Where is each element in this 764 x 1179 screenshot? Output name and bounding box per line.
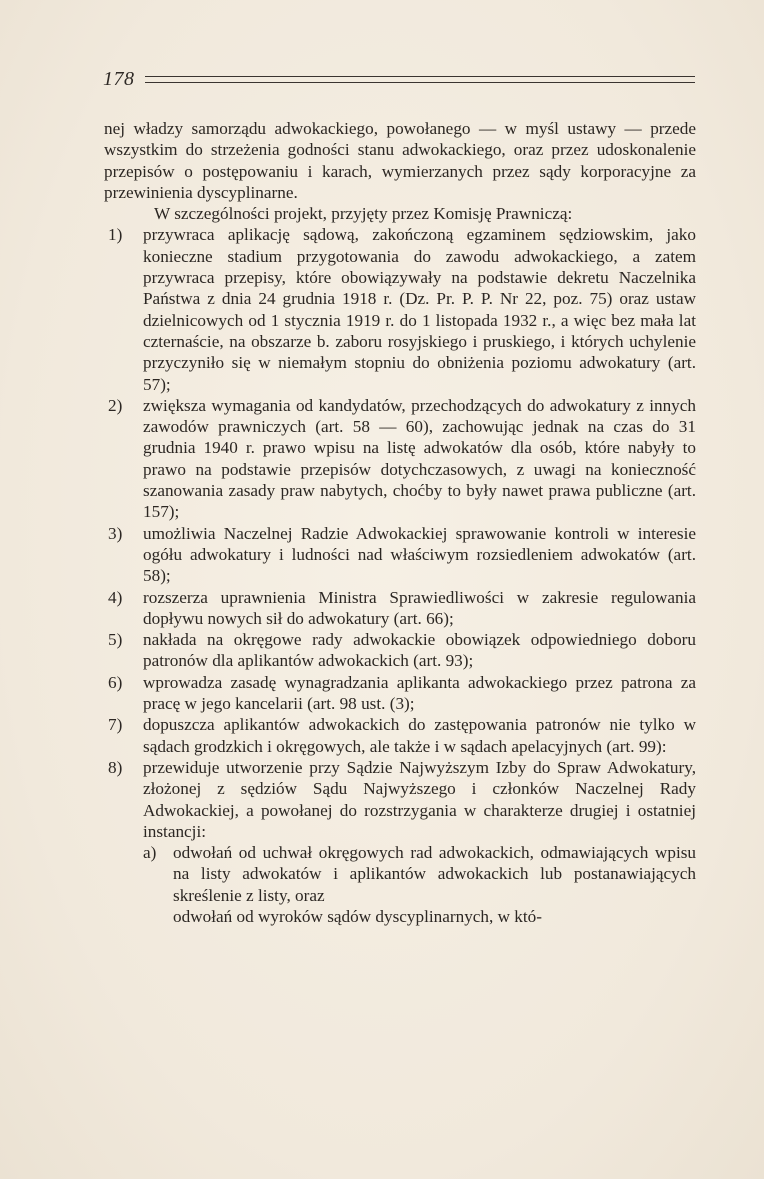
list-item <box>104 672 696 715</box>
sublist-continuation: odwołań od wyroków sądów dyscyplinarnych, w któ- <box>173 906 542 926</box>
lead-paragraph: W szczególności projekt, przyjęty przez Komisję Prawniczą: <box>154 204 573 224</box>
header-rule-top <box>145 76 695 77</box>
sublist-item-text: odwołań od uchwał okręgowych rad adwokackich, odmawiających wpisu na listy adwokatów i aplikantów adwokackich lub postanawiających skreślenie z listy, oraz <box>173 843 696 905</box>
list-item <box>104 629 696 672</box>
page-header <box>103 68 695 92</box>
list-item-number: 4) <box>108 587 123 607</box>
list-item-text: umożliwia Naczelnej Radzie Adwokackiej sprawowanie kontroli w interesie ogółu adwokatury i ludności nad właściwym rozsiedleniem adwokatów (art. 58); <box>143 523 696 586</box>
list-item-text: przewiduje utworzenie przy Sądzie Najwyższym Izby do Spraw Adwokatury, złożonej z sędziów Sądu Najwyższego i członków Naczelnej Rady Adwokackiej, a powołanej do rozstrzygania w charakterze drugiej i ostatniej instancji: <box>143 757 696 841</box>
list-item-text: nakłada na okręgowe rady adwokackie obowiązek odpowiedniego doboru patronów dla aplikantów adwokackich (art. 93); <box>143 630 696 671</box>
list-item <box>104 757 696 927</box>
list-item <box>104 523 696 587</box>
list-item-number: 6) <box>108 672 123 692</box>
list-item-text: zwiększa wymagania od kandydatów, przechodzących do adwokatury z innych zawodów prawniczych (art. 58 — 60), zachowując jednak na czas do 31 grudnia 1940 r. prawo wpisu na listę adwokatów dla osób, które nabyły to prawo na podstawie przepisów dotychczasowych, z uwagi na konieczność szanowania zasady praw nabytych, choćby to były nawet prawa publiczne (art. 157); <box>143 395 696 522</box>
sublist-item-letter: a) <box>143 843 157 863</box>
list-item <box>104 714 696 757</box>
sublist-item <box>143 842 696 906</box>
list-item <box>104 224 696 394</box>
list-item-text: wprowadza zasadę wynagradzania aplikanta adwokackiego przez patrona za pracę w jego kancelarii (art. 98 ust. (3); <box>143 672 696 714</box>
list-item-number: 8) <box>108 757 123 777</box>
list-item-text: dopuszcza aplikantów adwokackich do zastępowania patronów nie tylko w sądach grodzkich i okręgowych, ale także i w sądach apelacyjnych (art. 99): <box>143 715 696 756</box>
list-item-number: 1) <box>108 225 123 245</box>
lettered-sublist <box>143 842 696 927</box>
page-body <box>104 118 696 927</box>
header-rule-bottom <box>145 82 695 83</box>
list-item-number: 5) <box>108 630 123 650</box>
list-item-number: 2) <box>108 395 123 415</box>
list-item-text: przywraca aplikację sądową, zakończoną egzaminem sędziowskim, jako konieczne stadium przygotowania do zawodu adwokackiego, a zatem przywraca przepisy, które obowiązywały na podstawie dekretu Naczelnika Państwa z dnia 24 grudnia 1918 r. (Dz. Pr. P. P. Nr 22, poz. 75) oraz ustaw dzielnicowych od 1 stycznia 1919 r. do 1 listopada 1932 r., a więc bez mała lat czternaście, na obszarze b. zaboru rosyjskiego i pruskiego, i których uchylenie przyczyniło się w niemałym stopniu do obniżenia poziomu adwokatury (art. 57); <box>143 225 696 394</box>
page-number: 178 <box>103 68 135 90</box>
list-item <box>104 395 696 523</box>
list-item-number: 7) <box>108 715 123 735</box>
list-item-number: 3) <box>108 523 123 543</box>
intro-paragraph: nej władzy samorządu adwokackiego, powołanego — w myśl ustawy — przede wszystkim do strzeżenia godności stanu adwokackiego, oraz przez udoskonalenie przepisów o postępowaniu i karach, wymierzanych przez sądy korporacyjne za przewinienia dyscyplinarne. <box>104 119 696 202</box>
list-item-text: rozszerza uprawnienia Ministra Sprawiedliwości w zakresie regulowania dopływu nowych sił do adwokatury (art. 66); <box>143 587 696 628</box>
numbered-list <box>104 224 696 927</box>
list-item <box>104 587 696 630</box>
